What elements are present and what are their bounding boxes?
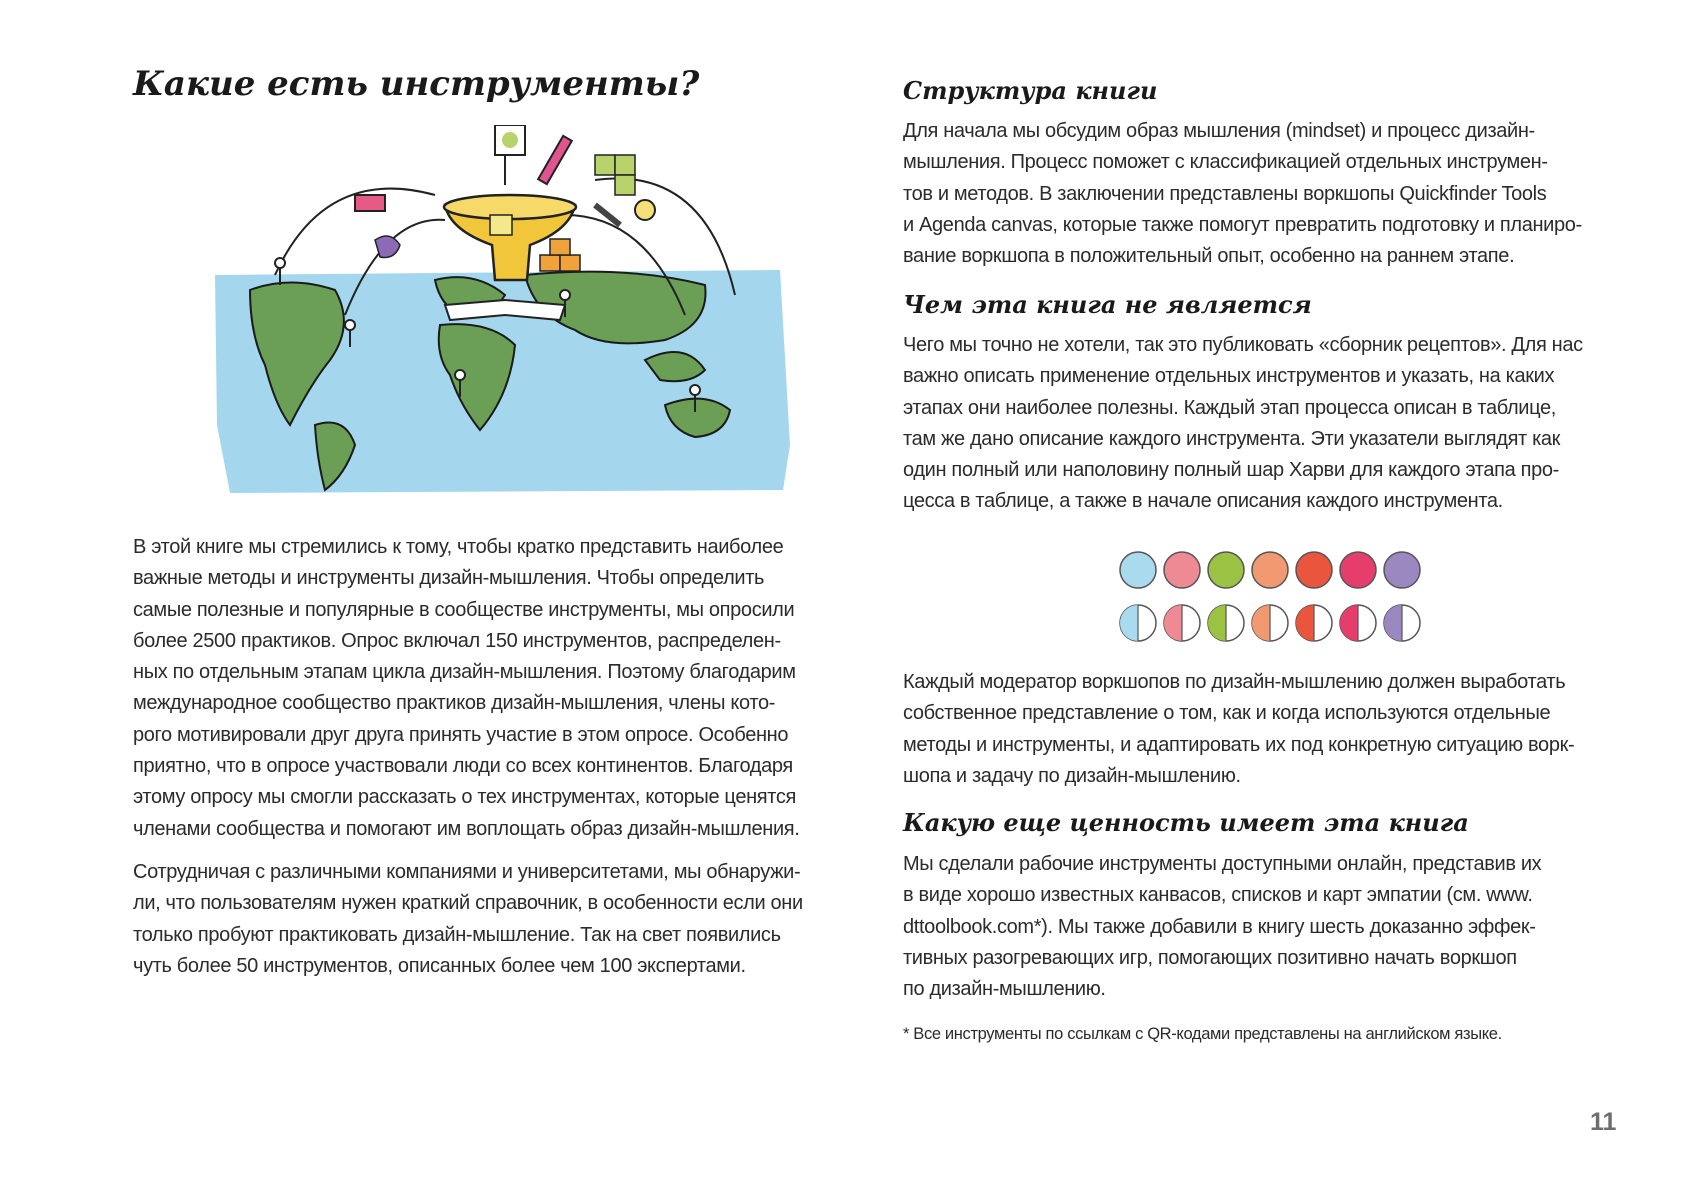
harvey-ball-full bbox=[1340, 552, 1376, 588]
harvey-balls-legend bbox=[1115, 548, 1425, 646]
structure-title: Структура книги bbox=[903, 76, 1158, 105]
not-title: Чем эта книга не является bbox=[903, 290, 1312, 319]
page-number: 11 bbox=[1590, 1108, 1617, 1136]
harvey-ball-full bbox=[1208, 552, 1244, 588]
harvey-ball-full bbox=[1252, 552, 1288, 588]
left-title: Какие есть инструменты? bbox=[133, 64, 700, 104]
harvey-ball-half-fill bbox=[1252, 605, 1270, 641]
harvey-ball-half-fill bbox=[1340, 605, 1358, 641]
harvey-ball-full bbox=[1164, 552, 1200, 588]
harvey-ball-half-fill bbox=[1164, 605, 1182, 641]
structure-paragraph: Для начала мы обсудим образ мышления (mindset) и процесс дизайн- мышления. Процесс поможет с классификацией отдельных инструмен- тов и методов. В заключении представлены воркшопы Quickfinder Tools и Agenda canvas, которые также помогут превратить подготовку и планиро- вание воркшопа в положительный опыт, особенно на раннем этапе. bbox=[903, 120, 1582, 268]
value-paragraph: Мы сделали рабочие инструменты доступными онлайн, представив их в виде хорошо известных канвасов, списков и карт эмпатии (см. www. dttoolbook.com*). Мы также добавили в книгу шесть доказанно эффек- тивных разогревающих игр, помогающих позитивно начать воркшоп по дизайн-мышлению. bbox=[903, 853, 1542, 1001]
harvey-ball-full bbox=[1384, 552, 1420, 588]
world-map-funnel-illustration bbox=[205, 125, 800, 505]
harvey-ball-half-fill bbox=[1384, 605, 1402, 641]
value-title: Какую еще ценность имеет эта книга bbox=[903, 808, 1469, 837]
harvey-ball-half-fill bbox=[1296, 605, 1314, 641]
harvey-ball-half-fill bbox=[1208, 605, 1226, 641]
moderator-paragraph: Каждый модератор воркшопов по дизайн-мышлению должен выработать собственное представление о том, как и когда используются отдельные методы и инструменты, и адаптировать их под конкретную ситуацию ворк- шопа и задачу по дизайн-мышлению. bbox=[903, 671, 1575, 787]
harvey-ball-full bbox=[1120, 552, 1156, 588]
harvey-ball-full bbox=[1296, 552, 1332, 588]
footnote: * Все инструменты по ссылкам с QR-кодами представлены на английском языке. bbox=[903, 1025, 1502, 1043]
left-paragraph-2: Сотрудничая с различными компаниями и университетами, мы обнаружи- ли, что пользователям нужен краткий справочник, в особенности если они только пробуют практиковать дизайн-мышление. Так на свет появились чуть более 50 инструментов, описанных более чем 100 экспертами. bbox=[133, 861, 803, 977]
left-paragraph-1: В этой книге мы стремились к тому, чтобы кратко представить наиболее важные методы и инструменты дизайн-мышления. Чтобы определить самые полезные и популярные в сообществе инструменты, мы опросили более 2500 практиков. Опрос включал 150 инструментов, распределен- ных по отдельным этапам цикла дизайн-мышления. Поэтому благодарим международное сообщество практиков дизайн-мышления, члены кото- рого мотивировали друг друга принять участие в этом опросе. Особенно приятно, что в опросе участвовали люди со всех континентов. Благодаря этому опросу мы смогли рассказать о тех инструментах, которые ценятся членами сообщества и помогают им воплощать образ дизайн-мышления. bbox=[133, 536, 800, 840]
not-paragraph: Чего мы точно не хотели, так это публиковать «сборник рецептов». Для нас важно описать применение отдельных инструментов и указать, на каких этапах они наиболее полезны. Каждый этап процесса описан в таблице, там же дано описание каждого инструмента. Эти указатели выглядят как один полный или наполовину полный шар Харви для каждого этапа про- цесса в таблице, а также в начале описания каждого инструмента. bbox=[903, 334, 1583, 513]
harvey-ball-half-fill bbox=[1120, 605, 1138, 641]
